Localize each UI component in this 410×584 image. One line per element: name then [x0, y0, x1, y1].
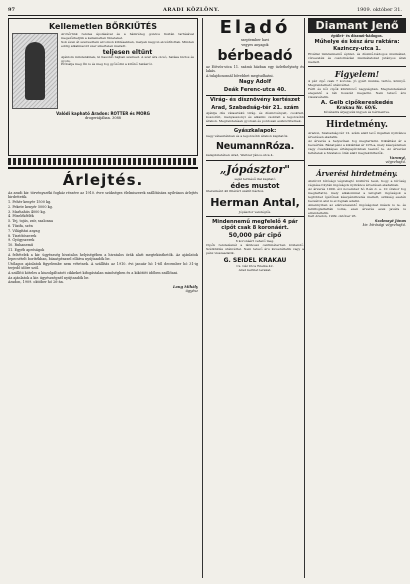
edes-mustot-body: literenként 40 fillérért szállít házhoz.: [206, 189, 265, 194]
ad-footer-2: drogeriájában. 3088: [84, 116, 122, 120]
virag-heading: Virág- és dísznövény kertészet: [210, 97, 300, 104]
list-item: 3. Marhahús 4000 kg.: [8, 209, 46, 214]
varonyi-role: végrehajtó.: [385, 159, 406, 164]
ad-footer: Valódi kapható Aradon: ROTTER és MORG: [56, 111, 150, 116]
herman-heading: Herman Antal,: [210, 196, 300, 210]
list-item: 5. Tej, tojás, zsír, szalonna: [8, 219, 53, 224]
elado-heading: Eladó: [219, 18, 291, 38]
list-item: 10. Ruhanemű: [8, 243, 34, 248]
list-item: 2. Fekete kenyér 5000 kg.: [8, 204, 53, 209]
muhely-heading: Műhelye és kész áru raktára: Kazinczy-utca 1.: [314, 39, 400, 52]
gyaszkalap-heading: Gyászkalapok:: [233, 127, 277, 134]
szazezer-heading: 50,000 pár cipő: [228, 231, 282, 239]
figyelem-heading: Figyelem!: [334, 69, 380, 80]
list-item: 11. Egyéb apróságok: [8, 247, 45, 252]
arlejtes-closing: Az ajánlatok a kir. ügyészségnél nyújtandók be.: [8, 275, 90, 280]
arveres-heading: Árverési hirdetmény.: [316, 169, 398, 179]
neumann-body: kalapüzletében Arad, Weitzer János-utca 4.: [206, 153, 274, 158]
ad-illustration: [12, 33, 58, 109]
gyaszkalap-body: nagy választékban és a legolcsóbb árakon kaphatók.: [206, 134, 289, 139]
nagy-adolf-address: Deák Ferenc-utca 40.: [223, 86, 287, 93]
elado-sub-2: vegyes anyagok: [241, 42, 269, 47]
jopasztor-heading: „Jópásztor": [219, 162, 291, 176]
signature-role: ügyész: [185, 289, 198, 294]
vegrehajto-role: kir. bírósági végrehajtó.: [362, 223, 406, 228]
elado-sub: szeptember havi: [240, 38, 270, 42]
hirdetmeny-body: Aradon, Szabadság-tér 12. szám alatt levő ingatlan nyilvános árverésen eladatik.: [308, 131, 406, 140]
seidel-sub-2: Arad kerület lerakat.: [238, 267, 272, 272]
list-item: 9. Gyógyszerek: [8, 238, 35, 243]
kellemetlen-ad-title: Kellemetlen BŐRKIŰTÉS: [48, 22, 158, 31]
herman-sub: Jópásztor vendéglős.: [238, 210, 272, 215]
page-header: [8, 5, 402, 16]
arlejtes-items: [8, 200, 198, 252]
diamant-sub: épület- és díszmű-bádogos.: [331, 34, 383, 38]
diamant-heading: Diamant Jenő: [308, 18, 406, 33]
column-left: Kellemetlen BŐRKIŰTÉS Arcbőrünk rendes ápolásával és a hámréteg gondos tisztán tartásával megelőzhetjük a kellemetlen tüneteket. Sok éven át szenvedtem arcomon kiütésekben, melyek nagyon elcsúfítottak. Minden eddig alkalmazott szer sikertelen maradt. teljesen eltűnt Ajánlom mindenkinek, ki hasonló bajban szenved. A szer ára olcsó, hatása biztos és gyors. Próbálja meg Ön is és meg fog győződni a kitűnő hatásról. Valódi kapható Aradon: ROTTER és MORG drogeriájában. 3088 Árlejtés. Az aradi kir. törvényszéki fogház részére az 1910. évre szükséges élelmiszerek szállítására nyilvános árlejtés hirdettetik. 1. Fehér kenyér 1500 kg. 2. Fekete kenyér 5000 kg. 3. Marhahús 4000 kg. 4. Főzelékfélék 5. Tej, tojás, zsír, szalonna 6. Tűzifa, szén 7. Világítási anyag 8. Tisztítószerek 9. Gyógyszerek 10. Ruhanemű 11. Egyéb apróságok A feltételek a kir. ügyészség hivatalos helyiségében a hivatalos órák alatt megtekinthetők. Az ajánlatok lepecsételt borítékban, bánatpénzzel ellátva nyújtandók be. Utólagos ajánlatok figyelembe nem vétetnek. A szállítás az 1910. évi január hó 1-től december hó 31-ig terjedő időre szól. A szállító köteles a kiszolgáltatott cikkeket kifogástalan minőségben és a kikötött időben szállítani. Az ajánlatok a kir. ügyészségnél nyújtandók be. Aradon, 1909. október hó 26-án. Lang Mihály ügyész: [8, 18, 198, 578]
varonyi-signature: Varonyi,: [389, 155, 406, 160]
jopasztor-sub: saját termésű ital kapható: [234, 176, 276, 181]
column-right: Diamant Jenő épület- és díszmű-bádogos. Műhelye és kész áru raktára: Kazinczy-utca 1. Elvállal mindennemű épület- és díszmű-bádogos munkákat, vízvezeték és csatornázási munkálatokat jutányos árak mellett. Figyelem! 4 pár cipő csak 7 korona. Jó gyári munka, tartós, könnyű. Megrendelhető utánvéttel. Férfi és női cipők különböző nagyságban. Megrendelésnél elegendő a láb hosszát megadni. Nem tetsző áru visszavétetik. A. Geib cipőkereskedés Krakau Nr. 60/6. Kívánatra árjegyzék ingyen és bérmentve. Hirdetmény. Aradon, Szabadság-tér 12. szám alatt levő ingatlan nyilvános árverésen eladatik. Az árverés a helyszínen fog megtartatni. Kikiáltási ár a becsérték. Bánatpénz a kikiáltási ár 10%-a, mely készpénzben vagy óvadékképes értékpapírokban teendő le. Az árverési feltételek a hivatalos órák alatt megtekinthetők. Varonyi, végrehajtó. Árverési hirdetmény. Alulírott bírósági végrehajtó közhírré teszi, hogy a bíróság végzése folytán ingóságok nyilvános árverésen eladatnak. Az árverés 1909. évi november hó 8-án d. e. 10 órakor fog megtartatni, mely alkalommal a lefoglalt ingóságok a legtöbbet ígérőnek készpénzfizetés mellett, szükség esetén becsáron alul is el fognak adatni. Amennyiben az elárverezendő ingóságokat mások is le- és felülfoglaltatták volna, ezen árverés ezek javára is elrendeltetik. Kelt Aradon, 1909. október 26. Szalmayé János kir. bírósági végrehajtó.: [304, 18, 406, 578]
list-item: 6. Tűzifa, szén: [8, 223, 33, 228]
arveres-body: Alulírott bírósági végrehajtó közhírré teszi, hogy a bíróság végzése folytán ingóságok nyilvános árverésen eladatnak.: [308, 179, 406, 188]
berbeado-heading: bérbeadó: [217, 48, 293, 64]
szazezer-sub: 6 koronáért vehető meg.: [235, 239, 275, 244]
column-middle: Eladó szeptember havi vegyes anyagok bérbeadó az Eötvös-utca 11. számú házban egy üzlethelyiség és lakás. A tulajdonosnál bővebbet megtudhatni. Nagy Adolf Deák Ferenc-utca 40. Virág- és dísznövény kertészet Arad, Szabadság-tér 21. szám Ajánlja dús választékú virág- és dísznövényeit, csokrait, koszorúit, menyasszonyi és alkalmi csokrait a legolcsóbb árakon. Megrendelések gyorsan és pontosan eszközöltetnek. Gyászkalapok: nagy választékban és a legolcsóbb árakon kaphatók. NeumannRóza. kalapüzletében Arad, Weitzer János-utca 4. „Jópásztor" saját termésű ital kapható édes mustot literenként 40 fillérért szállít házhoz. Herman Antal, Jópásztor vendéglős. Mindennemű megfelelő 4 pár cipőt csak 8 koronáért. 50,000 pár cipő 6 koronáért vehető meg. Cipők rendelésnél a lábhossz centiméterben közlendő. Szétküldés utánvéttel. Nem tetsző áru kicseréltetik vagy a pénz visszaadatik. G. SEIDEL KRAKAU Cs. Gál Utca Wielka 42. Arad kerület lerakat.: [202, 18, 304, 578]
figyelem-body: 4 pár cipő csak 7 korona. Jó gyári munka, tartós, könnyű. Megrendelhető utánvéttel.: [308, 79, 406, 88]
berbeado-info: A tulajdonosnál bővebbet megtudhatni.: [206, 74, 274, 78]
list-item: 4. Főzelékfélék: [8, 214, 34, 219]
berbeado-body: az Eötvös-utca 11. számú házban egy üzlethelyiség és lakás.: [206, 65, 304, 74]
arlejtes-intro: Az aradi kir. törvényszéki fogház részére az 1910. évre szükséges élelmiszerek szállítására nyilvános árlejtés hirdettetik.: [8, 191, 198, 200]
issue-date: 1909. október 31.: [356, 7, 402, 13]
arlejtes-date: Aradon, 1909. október hó 26-án.: [8, 280, 64, 285]
paper-name: ARADI KÖZLÖNY.: [163, 7, 220, 13]
arlejtes-title: Árlejtés.: [62, 171, 144, 189]
seidel-heading: G. SEIDEL KRAKAU: [223, 257, 287, 265]
nagy-adolf: Nagy Adolf: [238, 79, 272, 86]
page-number: 97: [8, 7, 15, 13]
vegrehajto-signature: Szalmayé János: [374, 219, 406, 224]
ad-headline: teljesen eltűnt: [102, 48, 153, 56]
list-item: 7. Világítási anyag: [8, 228, 40, 233]
signature: Lang Mihály: [173, 285, 198, 290]
virag-address: Arad, Szabadság-tér 21. szám: [211, 104, 299, 111]
harisnya-banner: [8, 158, 198, 165]
seidel-sub: Cs. Gál Utca Wielka 42.: [236, 264, 274, 269]
list-item: 8. Tisztítószerek: [8, 233, 37, 238]
mindennemu-heading: Mindennemű megfelelő 4 pár cipőt csak 8 koronáért.: [212, 218, 298, 232]
neumann-heading: NeumannRóza.: [216, 141, 294, 153]
list-item: 1. Fehér kenyér 1500 kg.: [8, 200, 52, 204]
arveres-date: Kelt Aradon, 1909. október 26.: [308, 214, 357, 219]
hirdetmeny-heading: Hirdetmény.: [326, 120, 388, 131]
edes-mustot-heading: édes mustot: [230, 181, 280, 190]
kellemetlen-ad: Kellemetlen BŐRKIŰTÉS Arcbőrünk rendes ápolásával és a hámréteg gondos tisztán tartásával megelőzhetjük a kellemetlen tüneteket. Sok éven át szenvedtem arcomon kiütésekben, melyek nagyon elcsúfítottak. Minden eddig alkalmazott szer sikertelen maradt. teljesen eltűnt Ajánlom mindenkinek, ki hasonló bajban szenved. A szer ára olcsó, hatása biztos és gyors. Próbálja meg Ön is és meg fog győződni a kitűnő hatásról. Valódi kapható Aradon: ROTTER és MORG drogeriájában. 3088: [8, 18, 198, 156]
